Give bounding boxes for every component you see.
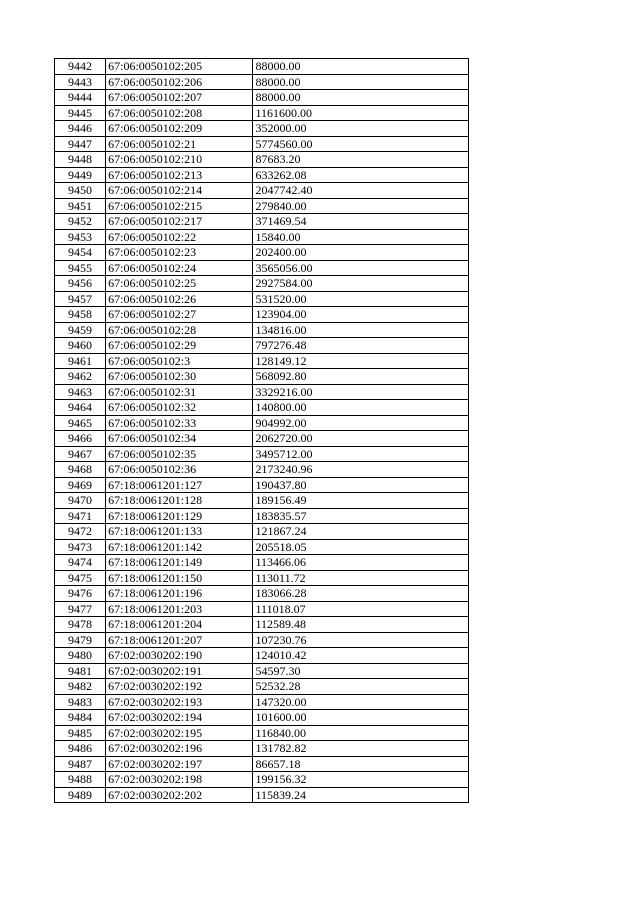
row-number-cell: 9455: [55, 260, 106, 276]
cadastral-number-cell: 67:02:0030202:191: [106, 663, 253, 679]
row-number-cell: 9449: [55, 167, 106, 183]
table-row: [55, 276, 469, 292]
cadastral-value-cell: 190437.80: [253, 477, 469, 493]
cadastral-number-cell: 67:06:0050102:28: [106, 322, 253, 338]
row-number-cell: 9464: [55, 400, 106, 416]
cadastral-number-cell: 67:18:0061201:142: [106, 539, 253, 555]
cadastral-number-cell: 67:02:0030202:197: [106, 756, 253, 772]
row-number-cell: 9488: [55, 772, 106, 788]
cadastral-number-cell: 67:02:0030202:196: [106, 741, 253, 757]
cadastral-number-cell: 67:06:0050102:21: [106, 136, 253, 152]
cadastral-value-cell: 87683.20: [253, 152, 469, 168]
cadastral-number-cell: 67:06:0050102:206: [106, 74, 253, 90]
cadastral-value-cell: 88000.00: [253, 74, 469, 90]
row-number-cell: 9465: [55, 415, 106, 431]
cadastral-number-cell: 67:06:0050102:3: [106, 353, 253, 369]
row-number-cell: 9469: [55, 477, 106, 493]
cadastral-value-cell: 3495712.00: [253, 446, 469, 462]
row-number-cell: 9485: [55, 725, 106, 741]
table-row: [55, 291, 469, 307]
cadastral-value-cell: 121867.24: [253, 524, 469, 540]
cadastral-value-cell: 2062720.00: [253, 431, 469, 447]
row-number-cell: 9445: [55, 105, 106, 121]
row-number-cell: 9489: [55, 787, 106, 803]
table-row: [55, 415, 469, 431]
row-number-cell: 9451: [55, 198, 106, 214]
cadastral-value-cell: 2927584.00: [253, 276, 469, 292]
table-row: [55, 167, 469, 183]
row-number-cell: 9483: [55, 694, 106, 710]
row-number-cell: 9480: [55, 648, 106, 664]
cadastral-value-cell: 116840.00: [253, 725, 469, 741]
cadastral-value-cell: 88000.00: [253, 90, 469, 106]
table-row: [55, 152, 469, 168]
cadastral-value-cell: 205518.05: [253, 539, 469, 555]
row-number-cell: 9458: [55, 307, 106, 323]
table-row: [55, 59, 469, 75]
row-number-cell: 9470: [55, 493, 106, 509]
row-number-cell: 9482: [55, 679, 106, 695]
cadastral-number-cell: 67:06:0050102:209: [106, 121, 253, 137]
table-row: [55, 322, 469, 338]
cadastral-value-cell: 5774560.00: [253, 136, 469, 152]
cadastral-value-cell: 189156.49: [253, 493, 469, 509]
table-row: [55, 121, 469, 137]
cadastral-value-cell: 2047742.40: [253, 183, 469, 199]
table-row: [55, 725, 469, 741]
cadastral-number-cell: 67:02:0030202:194: [106, 710, 253, 726]
cadastral-number-cell: 67:06:0050102:210: [106, 152, 253, 168]
cadastral-value-cell: 112589.48: [253, 617, 469, 633]
table-row: [55, 570, 469, 586]
row-number-cell: 9462: [55, 369, 106, 385]
cadastral-value-cell: 183066.28: [253, 586, 469, 602]
cadastral-number-cell: 67:06:0050102:22: [106, 229, 253, 245]
table-row: [55, 260, 469, 276]
table-row: [55, 617, 469, 633]
table-row: [55, 369, 469, 385]
cadastral-number-cell: 67:02:0030202:195: [106, 725, 253, 741]
cadastral-value-cell: 140800.00: [253, 400, 469, 416]
row-number-cell: 9443: [55, 74, 106, 90]
row-number-cell: 9442: [55, 59, 106, 75]
cadastral-value-cell: 115839.24: [253, 787, 469, 803]
cadastral-number-cell: 67:06:0050102:217: [106, 214, 253, 230]
cadastral-number-cell: 67:02:0030202:202: [106, 787, 253, 803]
row-number-cell: 9467: [55, 446, 106, 462]
cadastral-value-cell: 3329216.00: [253, 384, 469, 400]
row-number-cell: 9453: [55, 229, 106, 245]
cadastral-number-cell: 67:06:0050102:32: [106, 400, 253, 416]
cadastral-number-cell: 67:06:0050102:207: [106, 90, 253, 106]
cadastral-value-cell: 124010.42: [253, 648, 469, 664]
cadastral-value-cell: 202400.00: [253, 245, 469, 261]
table-row: [55, 431, 469, 447]
table-row: [55, 632, 469, 648]
row-number-cell: 9461: [55, 353, 106, 369]
cadastral-value-cell: 904992.00: [253, 415, 469, 431]
cadastral-number-cell: 67:06:0050102:36: [106, 462, 253, 478]
table-row: [55, 586, 469, 602]
cadastral-number-cell: 67:18:0061201:128: [106, 493, 253, 509]
cadastral-value-table: [54, 58, 469, 803]
cadastral-number-cell: 67:18:0061201:149: [106, 555, 253, 571]
cadastral-value-cell: 199156.32: [253, 772, 469, 788]
cadastral-value-cell: 568092.80: [253, 369, 469, 385]
cadastral-number-cell: 67:06:0050102:205: [106, 59, 253, 75]
cadastral-value-cell: 279840.00: [253, 198, 469, 214]
cadastral-number-cell: 67:02:0030202:192: [106, 679, 253, 695]
cadastral-value-cell: 3565056.00: [253, 260, 469, 276]
cadastral-value-cell: 113011.72: [253, 570, 469, 586]
cadastral-value-cell: 107230.76: [253, 632, 469, 648]
cadastral-number-cell: 67:02:0030202:193: [106, 694, 253, 710]
cadastral-number-cell: 67:06:0050102:213: [106, 167, 253, 183]
row-number-cell: 9487: [55, 756, 106, 772]
cadastral-value-cell: 134816.00: [253, 322, 469, 338]
cadastral-value-cell: 88000.00: [253, 59, 469, 75]
cadastral-value-cell: 15840.00: [253, 229, 469, 245]
table-row: [55, 245, 469, 261]
cadastral-number-cell: 67:18:0061201:127: [106, 477, 253, 493]
cadastral-value-cell: 52532.28: [253, 679, 469, 695]
cadastral-value-cell: 113466.06: [253, 555, 469, 571]
table-row: [55, 400, 469, 416]
row-number-cell: 9463: [55, 384, 106, 400]
table-row: [55, 462, 469, 478]
row-number-cell: 9444: [55, 90, 106, 106]
table-row: [55, 105, 469, 121]
table-row: [55, 539, 469, 555]
row-number-cell: 9447: [55, 136, 106, 152]
cadastral-value-cell: 101600.00: [253, 710, 469, 726]
row-number-cell: 9481: [55, 663, 106, 679]
cadastral-value-cell: 54597.30: [253, 663, 469, 679]
row-number-cell: 9452: [55, 214, 106, 230]
cadastral-number-cell: 67:06:0050102:29: [106, 338, 253, 354]
cadastral-number-cell: 67:06:0050102:33: [106, 415, 253, 431]
cadastral-value-cell: 123904.00: [253, 307, 469, 323]
table-row: [55, 307, 469, 323]
table-row: [55, 493, 469, 509]
cadastral-number-cell: 67:18:0061201:204: [106, 617, 253, 633]
row-number-cell: 9484: [55, 710, 106, 726]
row-number-cell: 9448: [55, 152, 106, 168]
table-row: [55, 74, 469, 90]
cadastral-number-cell: 67:06:0050102:25: [106, 276, 253, 292]
cadastral-number-cell: 67:06:0050102:35: [106, 446, 253, 462]
table-row: [55, 446, 469, 462]
row-number-cell: 9446: [55, 121, 106, 137]
cadastral-value-cell: 633262.08: [253, 167, 469, 183]
row-number-cell: 9478: [55, 617, 106, 633]
table-row: [55, 679, 469, 695]
cadastral-number-cell: 67:06:0050102:27: [106, 307, 253, 323]
cadastral-number-cell: 67:06:0050102:23: [106, 245, 253, 261]
cadastral-number-cell: 67:18:0061201:207: [106, 632, 253, 648]
table-row: [55, 477, 469, 493]
row-number-cell: 9454: [55, 245, 106, 261]
cadastral-value-cell: 128149.12: [253, 353, 469, 369]
cadastral-number-cell: 67:18:0061201:150: [106, 570, 253, 586]
cadastral-value-cell: 183835.57: [253, 508, 469, 524]
row-number-cell: 9459: [55, 322, 106, 338]
table-row: [55, 741, 469, 757]
cadastral-number-cell: 67:06:0050102:215: [106, 198, 253, 214]
cadastral-value-cell: 1161600.00: [253, 105, 469, 121]
cadastral-value-cell: 2173240.96: [253, 462, 469, 478]
row-number-cell: 9477: [55, 601, 106, 617]
table-row: [55, 601, 469, 617]
table-row: [55, 229, 469, 245]
cadastral-number-cell: 67:18:0061201:129: [106, 508, 253, 524]
row-number-cell: 9472: [55, 524, 106, 540]
row-number-cell: 9460: [55, 338, 106, 354]
cadastral-number-cell: 67:18:0061201:133: [106, 524, 253, 540]
cadastral-number-cell: 67:06:0050102:34: [106, 431, 253, 447]
cadastral-value-cell: 131782.82: [253, 741, 469, 757]
table-row: [55, 555, 469, 571]
cadastral-number-cell: 67:18:0061201:203: [106, 601, 253, 617]
row-number-cell: 9456: [55, 276, 106, 292]
table-row: [55, 694, 469, 710]
table-row: [55, 756, 469, 772]
cadastral-number-cell: 67:18:0061201:196: [106, 586, 253, 602]
cadastral-value-cell: 147320.00: [253, 694, 469, 710]
table-row: [55, 648, 469, 664]
cadastral-number-cell: 67:02:0030202:198: [106, 772, 253, 788]
cadastral-number-cell: 67:06:0050102:24: [106, 260, 253, 276]
row-number-cell: 9450: [55, 183, 106, 199]
cadastral-value-cell: 86657.18: [253, 756, 469, 772]
cadastral-number-cell: 67:06:0050102:208: [106, 105, 253, 121]
row-number-cell: 9466: [55, 431, 106, 447]
cadastral-number-cell: 67:02:0030202:190: [106, 648, 253, 664]
table-row: [55, 90, 469, 106]
row-number-cell: 9471: [55, 508, 106, 524]
table-row: [55, 198, 469, 214]
row-number-cell: 9473: [55, 539, 106, 555]
table-row: [55, 508, 469, 524]
cadastral-value-cell: 797276.48: [253, 338, 469, 354]
cadastral-value-cell: 371469.54: [253, 214, 469, 230]
table-row: [55, 663, 469, 679]
row-number-cell: 9486: [55, 741, 106, 757]
cadastral-value-cell: 352000.00: [253, 121, 469, 137]
row-number-cell: 9476: [55, 586, 106, 602]
cadastral-value-cell: 111018.07: [253, 601, 469, 617]
cadastral-number-cell: 67:06:0050102:31: [106, 384, 253, 400]
table-row: [55, 772, 469, 788]
table-row: [55, 353, 469, 369]
cadastral-number-cell: 67:06:0050102:30: [106, 369, 253, 385]
table-row: [55, 338, 469, 354]
table-row: [55, 214, 469, 230]
row-number-cell: 9457: [55, 291, 106, 307]
table-row: [55, 710, 469, 726]
row-number-cell: 9479: [55, 632, 106, 648]
table-row: [55, 787, 469, 803]
table-row: [55, 384, 469, 400]
cadastral-number-cell: 67:06:0050102:26: [106, 291, 253, 307]
table-row: [55, 524, 469, 540]
row-number-cell: 9475: [55, 570, 106, 586]
row-number-cell: 9468: [55, 462, 106, 478]
cadastral-value-cell: 531520.00: [253, 291, 469, 307]
table-row: [55, 136, 469, 152]
table-body: [55, 59, 469, 803]
row-number-cell: 9474: [55, 555, 106, 571]
cadastral-number-cell: 67:06:0050102:214: [106, 183, 253, 199]
table-row: [55, 183, 469, 199]
